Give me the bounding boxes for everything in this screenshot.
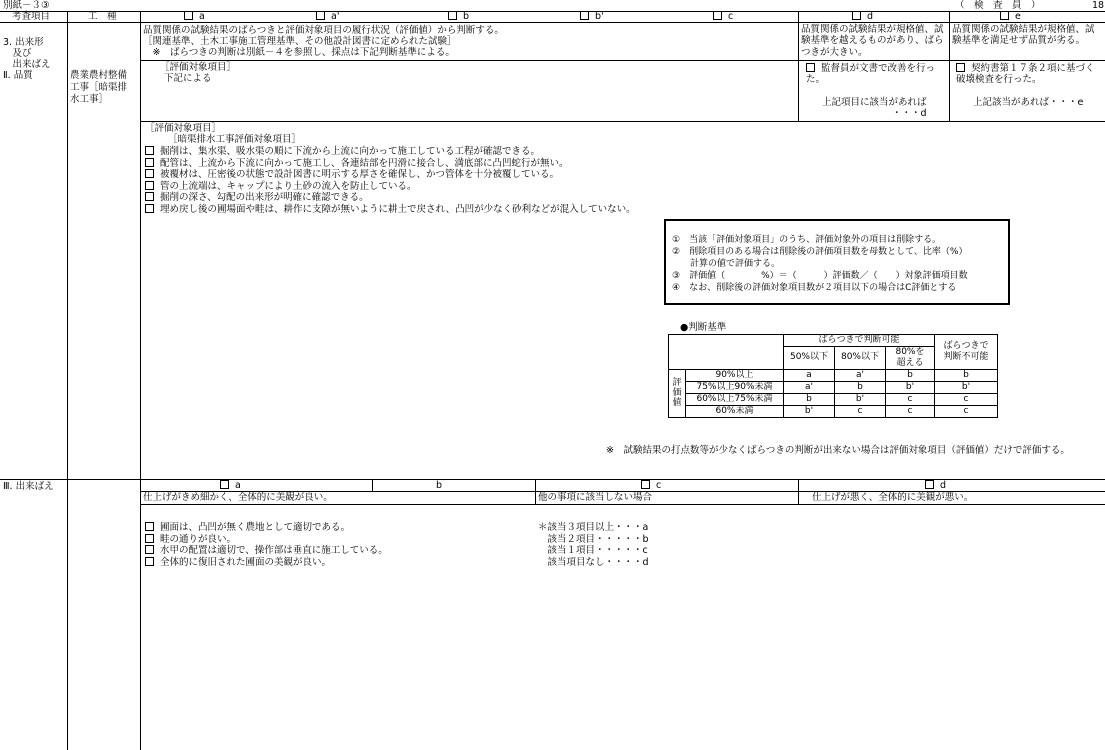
criteria-row-label: 評 価 値	[669, 369, 686, 417]
list-item: 管の上流端は、キャップにより土砂の流入を防止している。	[145, 181, 636, 193]
grade-a-header: a	[184, 11, 205, 23]
grade-d-check: 監督員が文書で改善を行った。	[806, 63, 936, 86]
note-3: 計算の値で評価する。	[672, 259, 781, 269]
quality-intro-2: ［関連基準、土木工事施工管理基準、その他設計図書に定められた試験］	[143, 36, 457, 47]
finish-item-checkbox[interactable]	[145, 522, 154, 531]
finish-grade-a: a	[220, 480, 241, 492]
criteria-table	[668, 334, 998, 418]
grade-a-checkbox[interactable]	[184, 11, 193, 20]
grade-e-header: e	[1000, 11, 1021, 23]
evaluation-label: ［評価対象項目］	[145, 123, 222, 134]
grade-b-header: b	[448, 11, 469, 23]
evaluation-list	[145, 146, 636, 215]
finish-item-checkbox[interactable]	[145, 545, 154, 554]
evaluation-checkbox[interactable]	[145, 181, 154, 190]
grade-e-note: 上記該当があれば・・・e	[973, 97, 1084, 108]
criteria-col-header: 80%以下	[835, 347, 886, 370]
list-item: 埋め戻し後の圃場面や畦は、耕作に支障が無いように耕土で戻され、凸凹が少なく砂利などが混入していない。	[145, 204, 636, 216]
note-2: ② 削除項目のある場合は削除後の評価項目数を母数として、比率（%）	[672, 247, 968, 257]
finish-a-checkbox[interactable]	[220, 480, 229, 489]
grade-b2-header: b'	[580, 11, 604, 23]
grade-c-header: c	[713, 11, 733, 23]
finish-grade-c: c	[641, 480, 661, 492]
grade-e-desc: 品質関係の試験結果が規格値、試験基準を満足せず品質が劣る。	[952, 24, 1095, 47]
finish-item-checkbox[interactable]	[145, 557, 154, 566]
quality-intro-3: ※ ばらつきの判断は別紙－４を参照し、採点は下記判断基準による。	[143, 47, 455, 58]
note-4: ③ 評価値（ %）＝（ ）評価数／（ ）対象評価項目数	[672, 271, 968, 281]
grade-e-checkbox[interactable]	[1000, 11, 1009, 20]
grade-e-check: 契約書第１７条２項に基づく破壊検査を行った。	[956, 63, 1095, 86]
quality-target-label: ［評価対象項目］	[160, 62, 237, 73]
evaluation-checkbox[interactable]	[145, 146, 154, 155]
table-row: 60%未満 b' c c c	[669, 405, 998, 417]
list-item: 圃面は、凸凹が無く農地として適切である。	[145, 522, 388, 534]
form-id: 別紙－３③	[3, 0, 50, 11]
list-item: 掘削の深さ、勾配の出来形が明確に確認できる。	[145, 192, 636, 204]
list-item: 水甲の配置は適切で、操作部は垂直に施工している。	[145, 545, 388, 557]
grade-e-item-checkbox[interactable]	[956, 63, 965, 72]
finish-d-checkbox[interactable]	[925, 480, 934, 489]
score-line: 該当１項目・・・・・c	[538, 545, 648, 556]
finish-desc-a: 仕上げがきめ細かく、全体的に美観が良い。	[143, 492, 333, 503]
quality-target-value: 下記による	[164, 73, 212, 84]
finish-grade-d: d	[925, 480, 946, 492]
table-row: 評 価 値 90%以上 a a' b b	[669, 369, 998, 381]
evaluation-checkbox[interactable]	[145, 192, 154, 201]
note-5: ④ なお、削除後の評価対象項目数が２項目以下の場合はC評価とする	[672, 283, 957, 293]
criteria-title: ●判断基準	[680, 322, 727, 333]
score-line: 該当２項目・・・・・b	[538, 533, 649, 545]
list-item: 畦の通りが良い。	[145, 534, 388, 546]
col-header-item: 考査項目	[12, 11, 51, 22]
grade-d-desc: 品質関係の試験結果が規格値、試験基準を越えるものがあり、ばらつきが大きい。	[801, 24, 944, 58]
finish-desc-d: 仕上げが悪く、全体的に美観が悪い。	[812, 492, 974, 503]
finish-grade-b: b	[436, 480, 443, 491]
work-type: 農業農村整備 工事［暗渠排 水工事］	[70, 70, 128, 105]
inspector-label: （ 検 査 員 ）	[955, 0, 1041, 11]
finish-desc-c: 他の事項に該当しない場合	[538, 492, 653, 503]
list-item: 配管は、上流から下流に向かって施工し、各連結部を円滑に接合し、満底部に凸凹蛇行が無い。	[145, 158, 636, 170]
list-item: 掘削は、集水渠、吸水渠の順に下流から上流に向かって施工している工程が確認できる。	[145, 146, 636, 158]
grade-a2-checkbox[interactable]	[316, 11, 325, 20]
criteria-footnote: ※ 試験結果の打点数等が少なくばらつきの判断が出来ない場合は評価対象項目（評価値）だけで評価する。	[606, 445, 1070, 456]
evaluation-sublabel: ［暗渠排水工事評価対象項目］	[168, 134, 302, 145]
grade-d-checkbox[interactable]	[852, 11, 861, 20]
finish-c-checkbox[interactable]	[641, 480, 650, 489]
notes-box	[664, 219, 1010, 305]
grade-d-item-checkbox[interactable]	[806, 63, 815, 72]
criteria-col-header: 50%以下	[784, 347, 835, 370]
grade-c-checkbox[interactable]	[713, 11, 722, 20]
evaluation-checkbox[interactable]	[145, 169, 154, 178]
criteria-na-header: ばらつきで 判断不可能	[935, 335, 998, 370]
table-row: 75%以上90%未満 a' b b' b'	[669, 381, 998, 393]
note-1: ① 当該「評価対象項目」のうち、評価対象外の項目は削除する。	[672, 235, 942, 245]
grade-d-note: 上記項目に該当があれば ・・・d	[822, 97, 927, 120]
col-header-work-type: 工 種	[88, 11, 117, 22]
quality-intro-1: 品質関係の試験結果のばらつきと評価対象項目の履行状況（評価値）から判断する。	[143, 25, 504, 36]
score-line: 該当項目なし・・・・d	[538, 556, 649, 568]
finish-list	[145, 522, 388, 568]
finish-score-list	[538, 522, 649, 568]
list-item: 全体的に復旧された圃面の美観が良い。	[145, 557, 388, 569]
list-item: 被覆材は、圧密後の状態で設計図書に明示する厚さを確保し、かつ管体を十分被覆している。	[145, 169, 636, 181]
grade-d-header: d	[852, 11, 873, 23]
page-number: 18	[1092, 0, 1105, 11]
criteria-group-header: ばらつきで判断可能	[784, 335, 935, 347]
score-line: ＊該当３項目以上・・・a	[538, 522, 649, 533]
finish-item-checkbox[interactable]	[145, 534, 154, 543]
evaluation-checkbox[interactable]	[145, 158, 154, 167]
grade-b-checkbox[interactable]	[448, 11, 457, 20]
grade-b2-checkbox[interactable]	[580, 11, 589, 20]
table-row: 60%以上75%未満 b b' c c	[669, 393, 998, 405]
section-title: 3. 出来形 及び 出来ばえ Ⅱ. 品質	[3, 37, 51, 81]
section-finish-title: Ⅲ. 出来ばえ	[3, 481, 54, 492]
grade-a2-header: a'	[316, 11, 339, 23]
criteria-col-header: 80%を 超える	[886, 347, 935, 370]
evaluation-checkbox[interactable]	[145, 204, 154, 213]
